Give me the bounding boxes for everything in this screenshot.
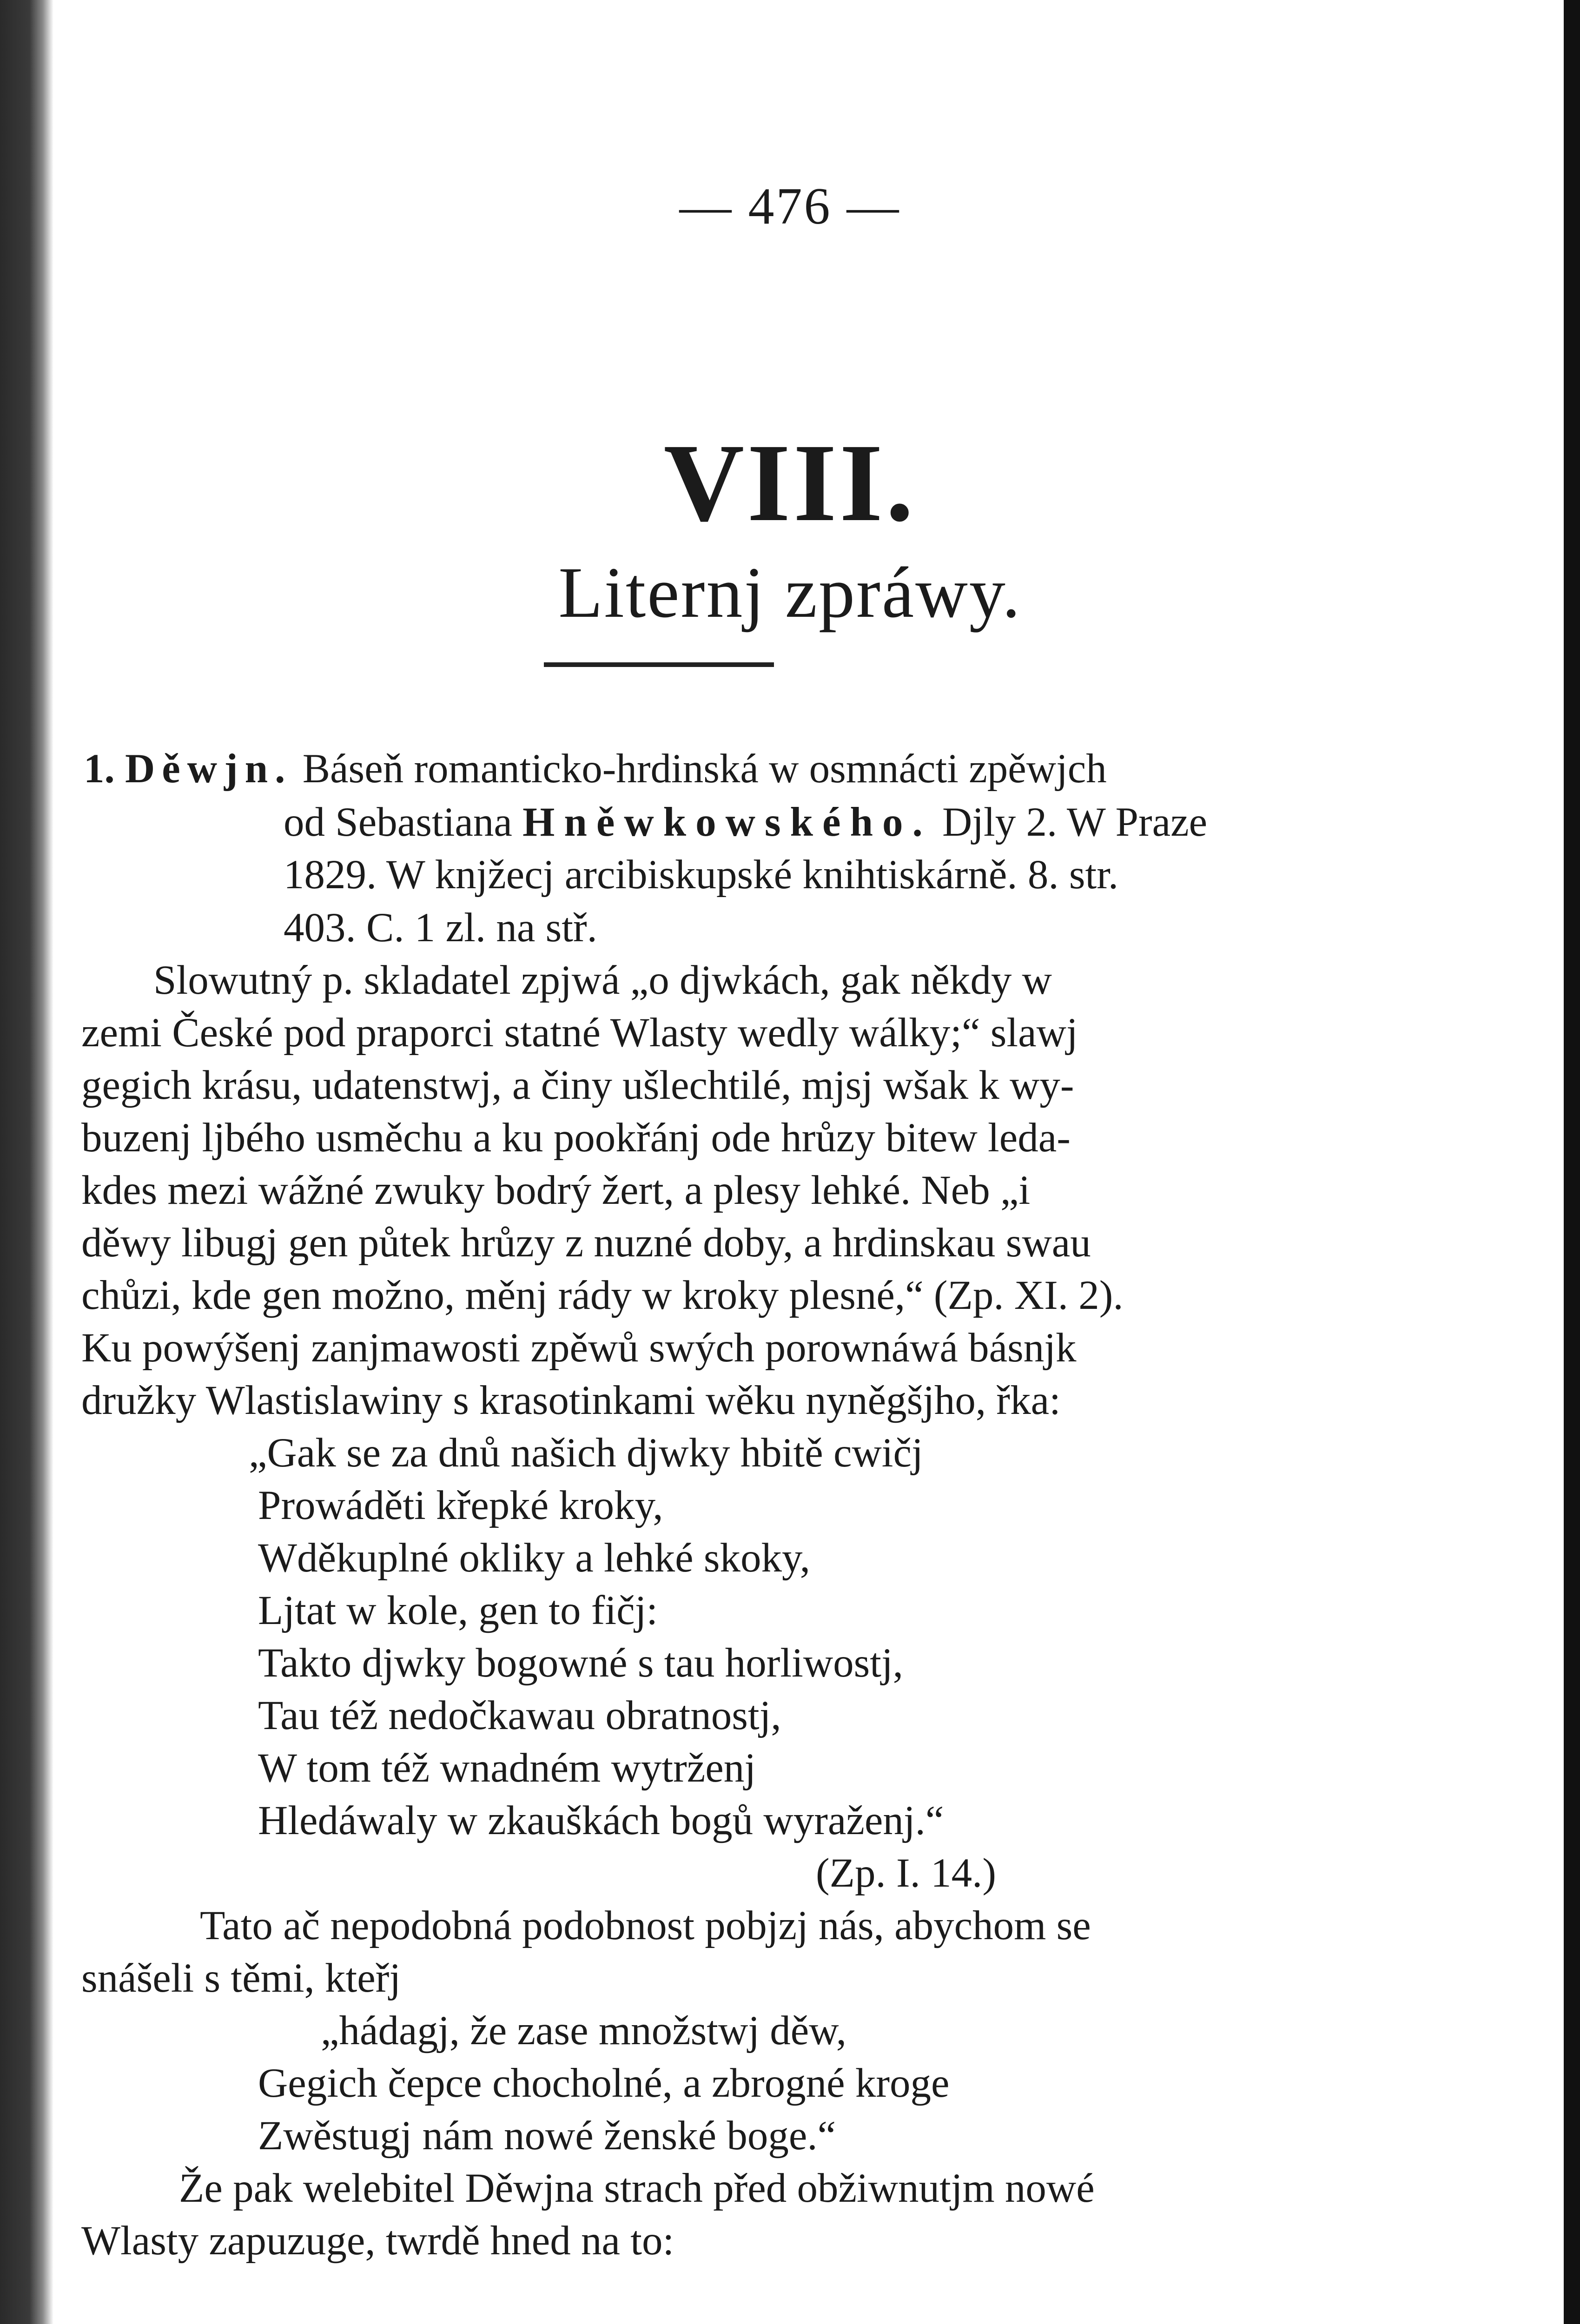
chapter-number: VIII. (663, 421, 917, 544)
poem-line: Ljtat w kole, gen to fičj: (258, 1588, 658, 1633)
entry-line-1 (84, 748, 1107, 790)
body-line: Slowutný p. skladatel zpjwá „o djwkách, gak někdy w (153, 957, 1052, 1003)
page-scan-edge (1564, 0, 1580, 2324)
body-line: zemi České pod praporci statné Wlasty wedly wálky;“ slawj (81, 1010, 1078, 1056)
poem-line: Tau též nedočkawau obratnostj, (258, 1693, 781, 1738)
entry-line-4: 403. C. 1 zl. na stř. (284, 905, 597, 951)
poem-line: „Gak se za dnů našich djwky hbitě cwičj (249, 1430, 923, 1476)
body-line: Že pak welebitel Děwjna strach před obžiwnutjm nowé (179, 2166, 1095, 2211)
entry-publication: Djly 2. W Praze (942, 799, 1208, 845)
poem-line: Takto djwky bogowné s tau horliwostj, (258, 1640, 903, 1686)
entry-line-3: 1829. W knjžecj arcibiskupské knihtiskárně. 8. str. (284, 852, 1119, 898)
entry-number: 1. (84, 746, 115, 792)
entry-description: Báseň romanticko-hrdinská w osmnácti zpěwjch (302, 746, 1107, 792)
title-divider (544, 662, 774, 667)
body-line: děwy libugj gen půtek hrůzy z nuzné doby, a hrdinskau swau (81, 1220, 1091, 1266)
body-line: Ku powýšenj zanjmawosti zpěwů swých porownáwá básnjk (81, 1325, 1077, 1371)
body-line: chůzi, kde gen možno, měnj rády w kroky plesné,“ (Zp. XI. 2). (81, 1273, 1124, 1318)
body-line: kdes mezi wážné zwuky bodrý žert, a plesy lehké. Neb „i (81, 1168, 1031, 1213)
entry-author: Hněwkowského. (522, 799, 932, 845)
body-line: Wlasty zapuzuge, twrdě hned na to: (81, 2218, 674, 2264)
body-line: Tato ač nepodobná podobnost pobjzj nás, abychom se (200, 1903, 1091, 1948)
chapter-title: Liternj zpráwy. (558, 552, 1022, 633)
poem-line: Wděkuplné okliky a lehké skoky, (258, 1535, 811, 1581)
entry-author-prefix: od Sebastiana (284, 799, 512, 845)
poem-line: Prowáděti křepké kroky, (258, 1483, 663, 1528)
body-line: buzenj ljbého usměchu a ku pookřánj ode hrůzy bitew leda- (81, 1115, 1071, 1161)
body-line: snášeli s těmi, kteřj (81, 1955, 401, 2001)
poem-line: Hledáwaly w zkauškách bogů wyraženj.“ (258, 1798, 944, 1843)
poem-reference: (Zp. I. 14.) (816, 1850, 997, 1896)
entry-line-2 (284, 799, 1208, 845)
page-number: — 476 — (679, 178, 901, 235)
poem-line: W tom též wnadném wytrženj (258, 1745, 756, 1791)
body-line: družky Wlastislawiny s krasotinkami wěku nyněgšjho, řka: (81, 1378, 1061, 1423)
poem-line: Zwěstugj nám nowé ženské boge.“ (258, 2113, 836, 2159)
poem-line: „hádagj, že zase množstwj děw, (321, 2008, 846, 2053)
poem-line: Gegich čepce chocholné, a zbrogné kroge (258, 2060, 950, 2106)
body-line: gegich krásu, udatenstwj, a činy ušlechtilé, mjsj wšak k wy- (81, 1063, 1074, 1108)
entry-title-word: Děwjn. (125, 746, 292, 792)
page-binding-edge (0, 0, 53, 2324)
